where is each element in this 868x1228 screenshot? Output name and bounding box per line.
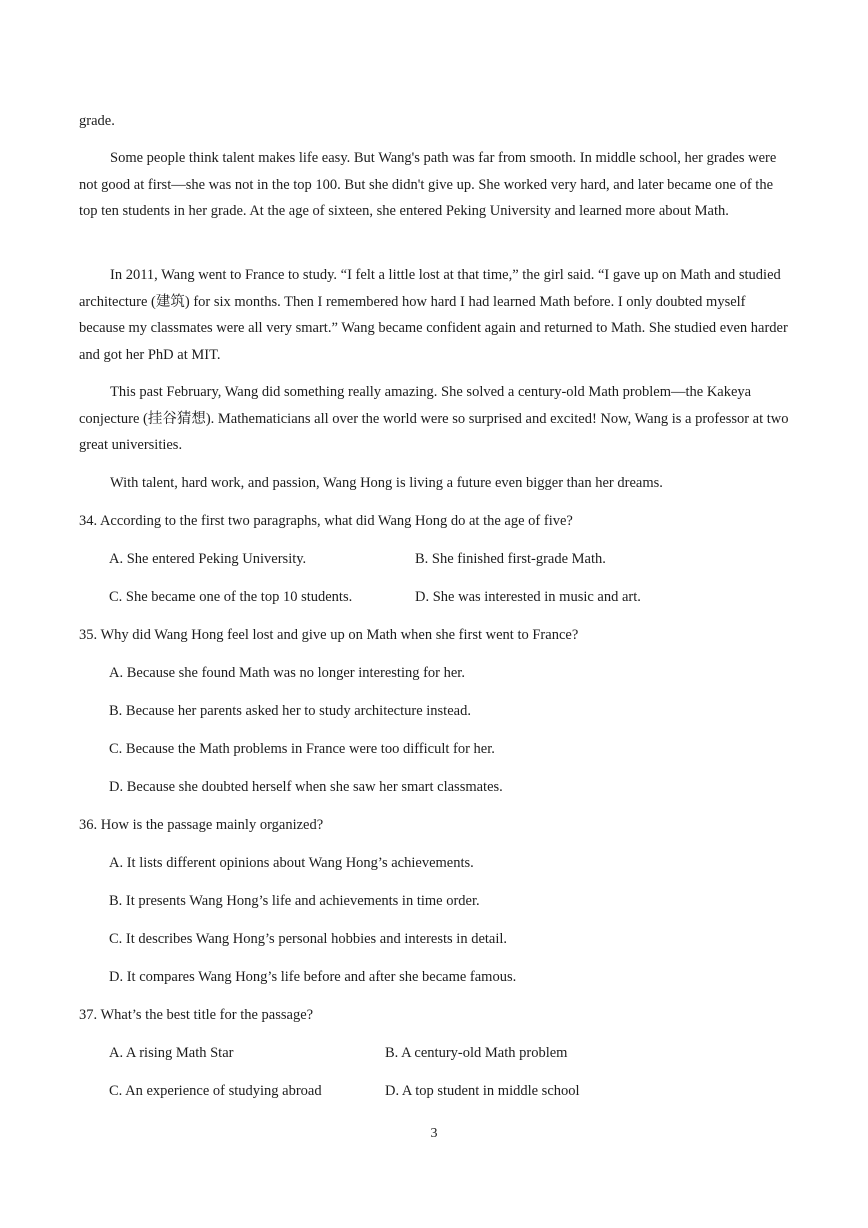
question-36-option-a: A. It lists different opinions about Wang Hong’s achievements.: [109, 855, 474, 871]
passage-paragraph-3: This past February, Wang did something really amazing. She solved a century-old Math problem—the Kakeya conjecture (挂谷猜想). Mathematicians all over the world were so surprised and excited! Now, Wang is a professor at two great universities.: [79, 384, 789, 453]
passage-paragraph-2: In 2011, Wang went to France to study. “I felt a little lost at that time,” the girl said. “I gave up on Math and studied architecture (建筑) for six months. Then I remembered how hard I had learned Math before. I only doubted myself because my classmates were all very smart.” Wang became confident again and returned to Math. She studied even harder and got her PhD at MIT.: [79, 267, 788, 363]
question-34-stem: 34. According to the first two paragraphs, what did Wang Hong do at the age of five?: [79, 513, 573, 529]
question-36-option-b: B. It presents Wang Hong’s life and achievements in time order.: [109, 893, 480, 909]
question-37-option-b: B. A century-old Math problem: [385, 1045, 568, 1061]
question-37-option-a: A. A rising Math Star: [109, 1045, 234, 1061]
passage-paragraph-0: grade.: [79, 113, 115, 129]
passage-paragraph-1: Some people think talent makes life easy. But Wang's path was far from smooth. In middle school, her grades were not good at first—she was not in the top 100. But she didn't give up. She worked very hard, and later became one of the top ten students in her grade. At the age of sixteen, she entered Peking University and learned more about Math.: [79, 150, 777, 219]
question-35-option-c: C. Because the Math problems in France were too difficult for her.: [109, 741, 495, 757]
question-35-stem: 35. Why did Wang Hong feel lost and give up on Math when she first went to France?: [79, 627, 579, 643]
question-36-option-c: C. It describes Wang Hong’s personal hobbies and interests in detail.: [109, 931, 508, 947]
question-34-option-c: C. She became one of the top 10 students.: [109, 589, 353, 605]
question-37-option-d: D. A top student in middle school: [385, 1083, 580, 1099]
question-34-option-a: A. She entered Peking University.: [109, 551, 307, 567]
question-37-option-c: C. An experience of studying abroad: [109, 1083, 322, 1099]
question-36-option-d: D. It compares Wang Hong’s life before and after she became famous.: [109, 969, 517, 985]
question-35-option-d: D. Because she doubted herself when she saw her smart classmates.: [109, 779, 503, 795]
passage-paragraph-4: With talent, hard work, and passion, Wang Hong is living a future even bigger than her dreams.: [110, 475, 663, 491]
question-36-stem: 36. How is the passage mainly organized?: [79, 817, 324, 833]
question-34-option-d: D. She was interested in music and art.: [415, 589, 641, 605]
question-37-stem: 37. What’s the best title for the passage?: [79, 1007, 314, 1023]
page-number: 3: [430, 1126, 438, 1141]
question-35-option-b: B. Because her parents asked her to study architecture instead.: [109, 703, 471, 719]
question-35-option-a: A. Because she found Math was no longer interesting for her.: [109, 665, 465, 681]
question-34-option-b: B. She finished first-grade Math.: [415, 551, 606, 567]
